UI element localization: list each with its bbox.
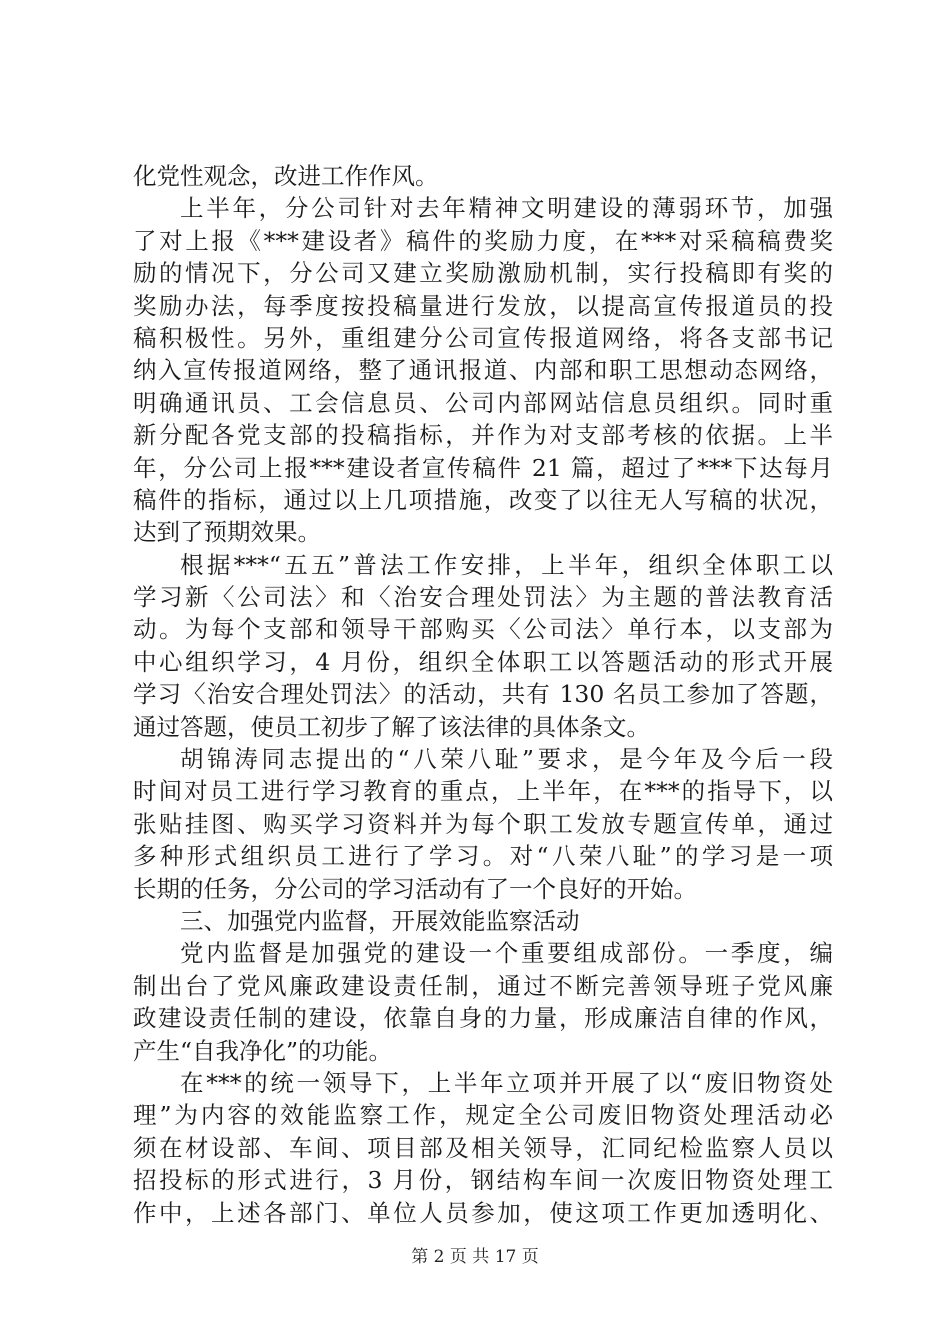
- text-line: 党内监督是加强党的建设一个重要组成部份。一季度，编: [180, 939, 833, 968]
- text-line: 理”为内容的效能监察工作，规定全公司废旧物资处理活动必: [133, 1101, 833, 1130]
- text-line: 化党性观念，改进工作作风。: [133, 162, 439, 190]
- text-line: 奖励办法，每季度按投稿量进行发放，以提高宣传报道员的投: [133, 291, 833, 320]
- text-line: 招投标的形式进行，3 月份，钢结构车间一次废旧物资处理工: [133, 1166, 833, 1195]
- text-line: 稿积极性。另外，重组建分公司宣传报道网络，将各支部书记: [133, 323, 833, 352]
- text-line: 须在材设部、车间、项目部及相关领导，汇同纪检监察人员以: [133, 1133, 833, 1162]
- text-line: 通过答题，使员工初步了解了该法律的具体条文。: [133, 712, 650, 741]
- text-line: 产生“自我净化”的功能。: [133, 1036, 393, 1065]
- text-line: 根据***“五五”普法工作安排，上半年，组织全体职工以: [180, 550, 833, 579]
- text-line: 作中，上述各部门、单位人员参加，使这项工作更加透明化、: [133, 1198, 833, 1227]
- text-line: 胡锦涛同志提出的“八荣八耻”要求，是今年及今后一段: [180, 745, 833, 774]
- text-line: 达到了预期效果。: [133, 518, 321, 547]
- text-line: 纳入宣传报道网络，整了通讯报道、内部和职工思想动态网络，: [133, 356, 833, 385]
- text-line: 学习新〈公司法〉和〈治安合理处罚法〉为主题的普法教育活: [133, 583, 833, 612]
- text-line: 中心组织学习，4 月份，组织全体职工以答题活动的形式开展: [133, 647, 833, 676]
- document-body: [133, 160, 833, 1229]
- text-line: 明确通讯员、工会信息员、公司内部网站信息员组织。同时重: [133, 388, 833, 417]
- text-line: 长期的任务，分公司的学习活动有了一个良好的开始。: [133, 874, 697, 903]
- text-line: 多种形式组织员工进行了学习。对“八荣八耻”的学习是一项: [133, 842, 833, 871]
- text-line: 政建设责任制的建设，依靠自身的力量，形成廉洁自律的作风，: [133, 1004, 833, 1033]
- text-line: 稿件的指标，通过以上几项措施，改变了以往无人写稿的状况，: [133, 485, 833, 514]
- page-footer: 第 2 页 共 17 页: [411, 1247, 539, 1267]
- text-line: 动。为每个支部和领导干部购买〈公司法〉单行本，以支部为: [133, 615, 833, 644]
- text-line: 上半年，分公司针对去年精神文明建设的薄弱环节，加强: [180, 194, 833, 223]
- text-line: 在***的统一领导下，上半年立项并开展了以“废旧物资处: [180, 1068, 833, 1097]
- text-line: 时间对员工进行学习教育的重点，上半年，在***的指导下，以: [133, 777, 833, 806]
- text-line: 三、加强党内监督，开展效能监察活动: [180, 906, 580, 935]
- text-line: 励的情况下，分公司又建立奖励激励机制，实行投稿即有奖的: [133, 259, 833, 288]
- text-line: 了对上报《***建设者》稿件的奖励力度，在***对采稿稿费奖: [133, 226, 833, 255]
- text-line: 制出台了党风廉政建设责任制，通过不断完善领导班子党风廉: [133, 971, 833, 1000]
- text-line: 新分配各党支部的投稿指标，并作为对支部考核的依据。上半: [133, 421, 833, 450]
- text-line: 年，分公司上报***建设者宣传稿件 21 篇，超过了***下达每月: [133, 453, 833, 482]
- text-line: 张贴挂图、购买学习资料并为每个职工发放专题宣传单，通过: [133, 809, 833, 838]
- text-line: 学习〈治安合理处罚法〉的活动，共有 130 名员工参加了答题，: [133, 680, 833, 709]
